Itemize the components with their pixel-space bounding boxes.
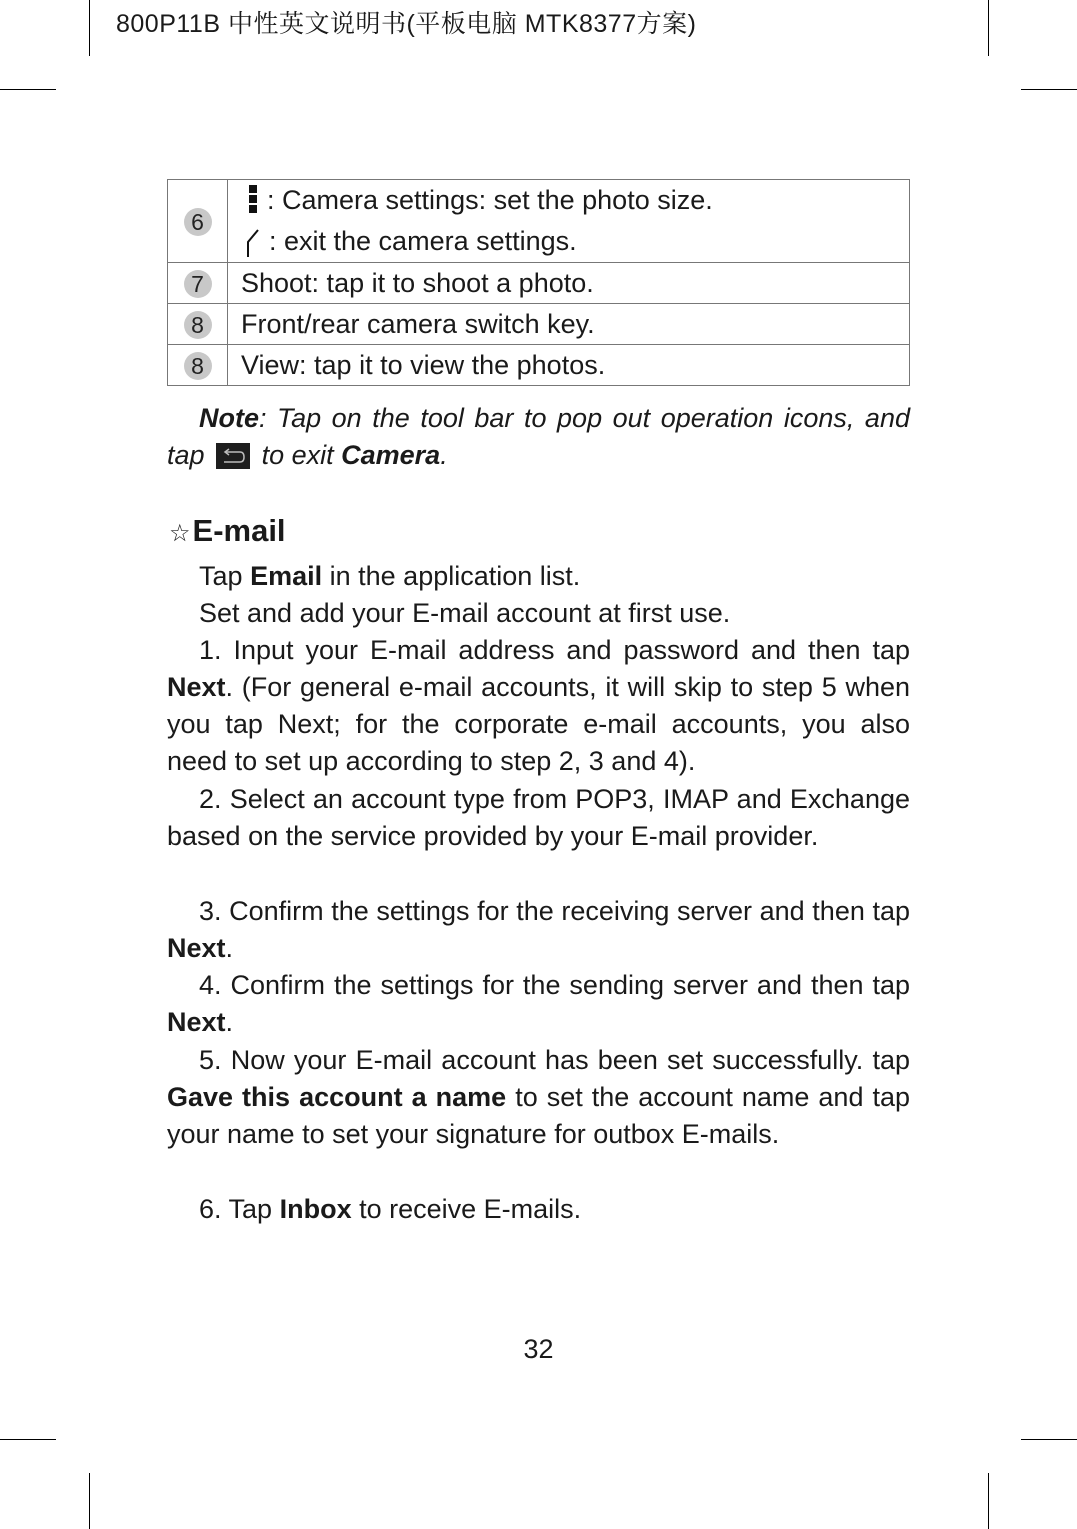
number-badge: 8 — [184, 311, 212, 339]
table-row — [168, 345, 910, 386]
table-row — [168, 180, 910, 263]
row-description-cell: Front/rear camera switch key. — [228, 304, 910, 345]
crop-mark — [988, 1473, 989, 1529]
step-text: 1. Input your E-mail address and password and then tap — [199, 635, 910, 665]
step-text: . — [225, 933, 234, 963]
step-text: 2. Select an account type from POP3, IMAP and Exchange based on the service provided by your E-mail provider. — [167, 784, 910, 851]
email-step-4 — [167, 967, 910, 1041]
email-step-1 — [167, 632, 910, 780]
document-header-title: 800P11B 中性英文说明书(平板电脑 MTK8377方案) — [116, 10, 697, 38]
email-step-5 — [167, 1042, 910, 1153]
number-badge: 6 — [184, 208, 212, 236]
email-step-3 — [167, 893, 910, 967]
step-text: to set the account name and tap your name to set your signature for outbox E-mails. — [167, 1082, 911, 1149]
step-bold-text: Inbox — [279, 1194, 352, 1224]
crop-mark — [1021, 89, 1077, 90]
row-number-cell — [168, 304, 228, 345]
return-icon — [216, 443, 250, 469]
description-text: : exit the camera settings. — [269, 226, 577, 256]
page-number: 32 — [523, 1334, 554, 1364]
crop-mark — [988, 0, 989, 56]
description-line — [228, 180, 909, 221]
row-description-cell — [228, 180, 910, 263]
number-badge: 8 — [184, 352, 212, 380]
crop-mark — [0, 89, 56, 90]
crop-mark — [89, 1473, 90, 1529]
step-text: 3. Confirm the settings for the receiving server and then tap — [199, 896, 910, 926]
row-number-cell — [168, 180, 228, 263]
description-line — [228, 221, 909, 262]
step-text: 6. Tap — [199, 1194, 273, 1224]
step-text: 5. Now your E-mail account has been set successfully. tap — [199, 1045, 910, 1075]
step-text: to receive E-mails. — [359, 1194, 582, 1224]
note-text: to exit — [261, 440, 334, 470]
camera-controls-table — [167, 179, 910, 386]
note-punctuation: . — [440, 440, 448, 470]
intro-text: Tap — [199, 561, 243, 591]
step-bold-text: Gave this account a name — [167, 1082, 507, 1112]
crop-mark — [89, 0, 90, 56]
step-bold-text: Next — [167, 933, 226, 963]
note-text: : Tap on the tool bar to pop out operation icons, and tap — [167, 403, 910, 470]
email-intro — [167, 558, 910, 595]
step-bold-text: Next — [167, 672, 226, 702]
section-title-email — [169, 513, 286, 549]
number-badge: 7 — [184, 270, 212, 298]
email-step-6 — [167, 1191, 910, 1228]
note-app-name: Camera — [341, 440, 441, 470]
step-text: . (For general e-mail accounts, it will skip to step 5 when you tap Next; for the corporate e-mail accounts, you also need to set up according to step 2, 3 and 4). — [167, 672, 910, 776]
description-text: : Camera settings: set the photo size. — [267, 185, 713, 215]
star-icon: ☆ — [169, 519, 191, 547]
intro-text: in the application list. — [329, 561, 581, 591]
row-number-cell — [168, 263, 228, 304]
section-title-text: E-mail — [192, 513, 286, 548]
menu-dots-icon — [249, 185, 259, 215]
row-description-cell: View: tap it to view the photos. — [228, 345, 910, 386]
note-label: Note — [199, 403, 259, 433]
email-setup-line: Set and add your E-mail account at first use. — [199, 598, 731, 628]
crop-mark — [1021, 1439, 1077, 1440]
intro-app-name: Email — [250, 561, 323, 591]
email-step-2 — [167, 781, 910, 855]
crop-mark — [0, 1439, 56, 1440]
row-description-cell: Shoot: tap it to shoot a photo. — [228, 263, 910, 304]
step-text: . — [225, 1007, 234, 1037]
row-number-cell — [168, 345, 228, 386]
step-bold-text: Next — [167, 1007, 226, 1037]
camera-note — [167, 400, 910, 474]
table-row — [168, 263, 910, 304]
back-arrow-icon — [245, 228, 259, 258]
table-row — [168, 304, 910, 345]
step-text: 4. Confirm the settings for the sending server and then tap — [199, 970, 910, 1000]
